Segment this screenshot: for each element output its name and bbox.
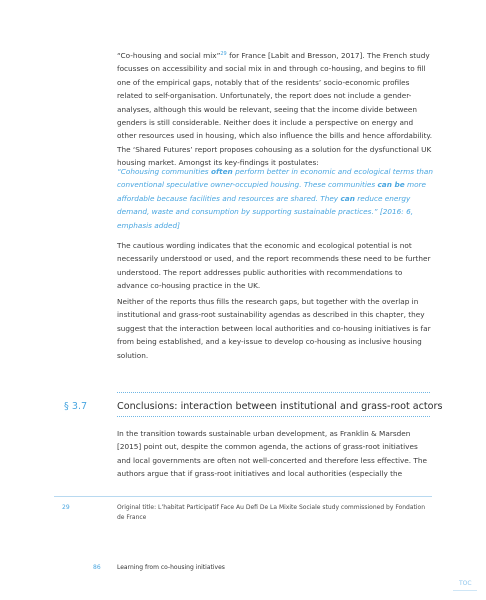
quote-text: “Cohousing communities bbox=[117, 167, 211, 176]
quote-emphasis: can be bbox=[377, 180, 405, 190]
section-divider-top bbox=[117, 392, 430, 393]
quote-emphasis: often bbox=[210, 167, 233, 176]
footnote-text: Original title: L’habitat Participatif Face Au Defi De La Mixite Sociale study commissioned by Fondation de France bbox=[117, 504, 426, 521]
footnote-number: 29 bbox=[62, 504, 70, 511]
toc-link[interactable]: TOC bbox=[459, 580, 472, 587]
footnote-rule bbox=[54, 496, 432, 497]
footnote-reference[interactable]: 29 bbox=[220, 51, 227, 57]
paragraph-text: for France [Labit and Bresson, 2017]. The French study focusses on accessibility and social mix in and through co-housing, and begins to fill one of the empirical gaps, notably that of the residents’ socio-economic profiles related to self-organisation. Unfortunately, the report does not include a gender-analyses, although this would be relevant, seeing that the income divide between genders is still considerable. Neither does it include a perspective on energy and other resources used in housing, which also influence the bills and hence affordability. The ‘Shared Futures’ report proposes cohousing as a solution for the dysfunctional UK housing market. Amongst its key-findings it postulates: bbox=[117, 51, 433, 168]
quote-text: more affordable because facilities and resources are shared. They bbox=[117, 180, 427, 203]
running-title: Learning from co-housing initiatives bbox=[117, 564, 225, 571]
body-paragraph-4: In the transition towards sustainable urban development, as Franklin & Marsden [2015] point out, despite the common agenda, the actions of grass-root initiatives and local governments are often not well-concerted and therefore less effective. The authors argue that if grass-root initiatives and local authorities (especially the bbox=[117, 429, 428, 479]
quote-text: perform better in economic and ecological terms than conventional speculative owner-occupied housing. These communities bbox=[117, 167, 433, 190]
block-quote bbox=[117, 165, 433, 232]
quote-text: reduce energy demand, waste and consumption by supporting sustainable practices.” [2016: 6, emphasis added] bbox=[117, 193, 414, 230]
quote-emphasis: can bbox=[340, 193, 355, 203]
body-paragraph-1 bbox=[117, 48, 433, 170]
section-number: § 3.7 bbox=[64, 401, 88, 412]
paragraph-text: “Co-housing and social mix” bbox=[117, 51, 221, 60]
section-title: Conclusions: interaction between institutional and grass-root actors bbox=[117, 401, 443, 412]
section-divider-bottom bbox=[117, 416, 430, 417]
toc-underline bbox=[453, 590, 477, 591]
body-paragraph-3: Neither of the reports thus fills the research gaps, but together with the overlap in institutional and grass-root sustainability agendas as described in this chapter, they suggest that the interaction between local authorities and co-housing initiatives is far from being established, and a key-issue to develop co-housing as inclusive housing solution. bbox=[117, 297, 431, 360]
page-number: 86 bbox=[93, 564, 101, 571]
body-paragraph-2: The cautious wording indicates that the economic and ecological potential is not necessarily understood or used, and the report recommends these need to be further understood. The report addresses public authorities with recommendations to advance co-housing practice in the UK. bbox=[117, 241, 431, 291]
